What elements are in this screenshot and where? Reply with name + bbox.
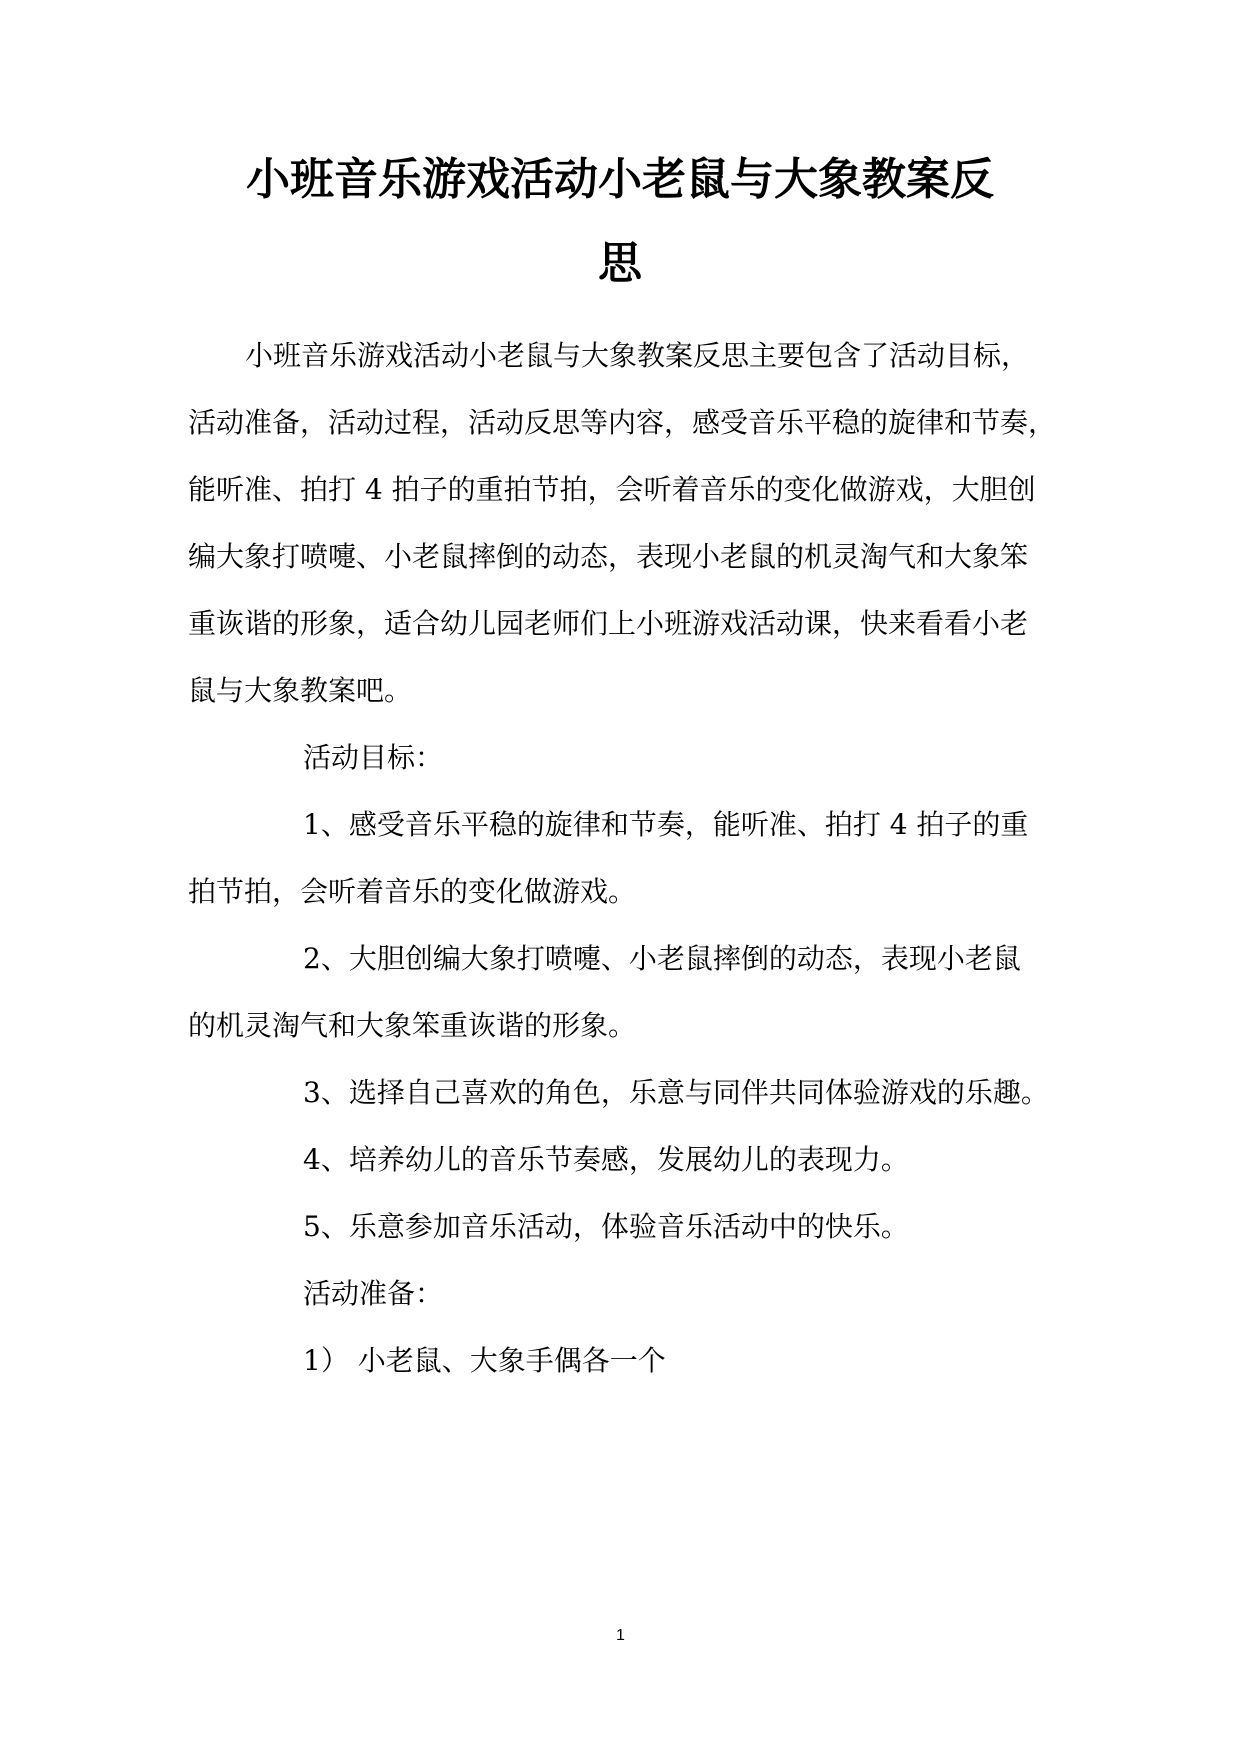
goals-heading: 活动目标： xyxy=(303,741,444,774)
goal-2-line-1: 2、大胆创编大象打喷嚏、小老鼠摔倒的动态，表现小老鼠 xyxy=(303,942,1021,975)
goal-1-line-1: 1、感受音乐平稳的旋律和节奏，能听准、拍打 4 拍子的重 xyxy=(303,808,1029,841)
intro-line-3: 能听准、拍打 4 拍子的重拍节拍，会听着音乐的变化做游戏，大胆创 xyxy=(188,473,1036,506)
document-title-line-2: 思 xyxy=(598,238,642,289)
prep-item-1: 1） 小老鼠、大象手偶各一个 xyxy=(303,1344,666,1377)
goal-5: 5、乐意参加音乐活动，体验音乐活动中的快乐。 xyxy=(303,1210,909,1243)
intro-line-6: 鼠与大象教案吧。 xyxy=(188,674,413,707)
prep-heading: 活动准备： xyxy=(303,1277,444,1310)
intro-line-2: 活动准备，活动过程，活动反思等内容，感受音乐平稳的旋律和节奏， xyxy=(188,406,1057,439)
goal-4: 4、培养幼儿的音乐节奏感，发展幼儿的表现力。 xyxy=(303,1143,909,1176)
intro-line-5: 重诙谐的形象，适合幼儿园老师们上小班游戏活动课，快来看看小老 xyxy=(188,607,1029,640)
intro-line-4: 编大象打喷嚏、小老鼠摔倒的动态，表现小老鼠的机灵淘气和大象笨 xyxy=(188,540,1029,573)
goal-3: 3、选择自己喜欢的角色，乐意与同伴共同体验游戏的乐趣。 xyxy=(303,1076,1049,1109)
page-number: 1 xyxy=(616,1627,625,1644)
document-title-line-1: 小班音乐游戏活动小老鼠与大象教案反 xyxy=(246,154,994,205)
goal-1-line-2: 拍节拍，会听着音乐的变化做游戏。 xyxy=(188,875,637,908)
goal-2-line-2: 的机灵淘气和大象笨重诙谐的形象。 xyxy=(188,1009,637,1042)
intro-line-1: 小班音乐游戏活动小老鼠与大象教案反思主要包含了活动目标， xyxy=(245,339,1030,372)
